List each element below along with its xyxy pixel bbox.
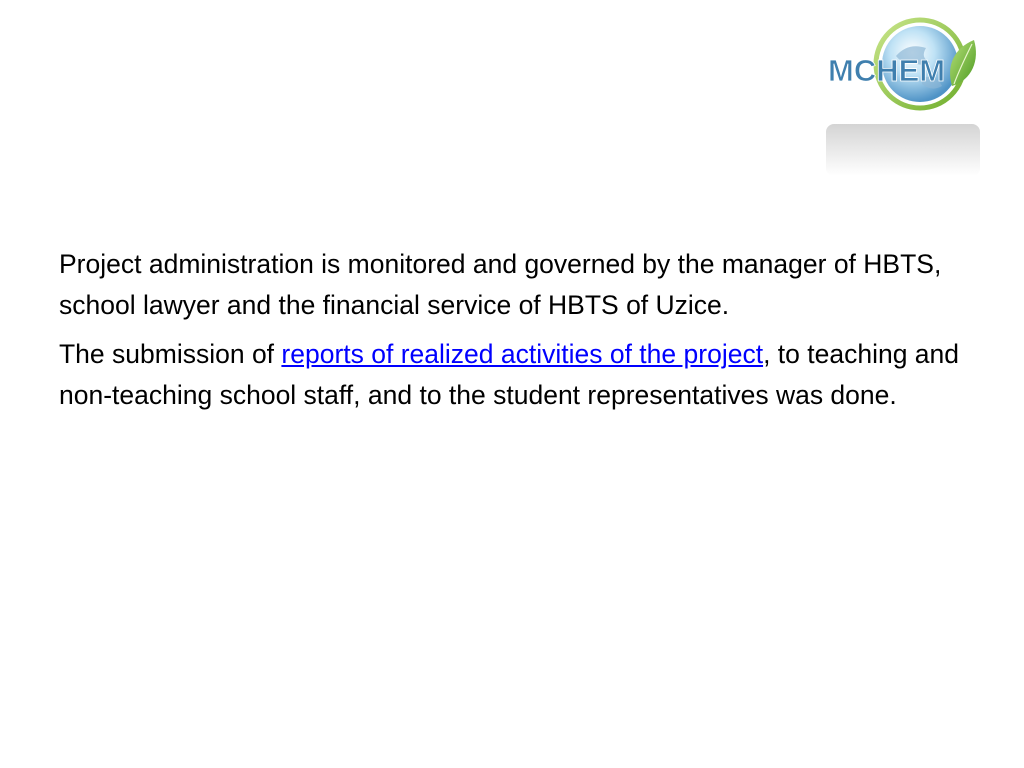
paragraph-administration: Project administration is monitored and governed by the manager of HBTS, school lawyer and the financial service of HBTS of Uzice. — [59, 249, 942, 320]
slide-body — [59, 244, 979, 424]
paragraph-submission — [59, 334, 979, 416]
paragraph-submission-intro: The submission of — [59, 339, 282, 369]
mchem-logo — [826, 16, 982, 176]
mchem-logo-icon — [826, 16, 982, 176]
svg-text:MCHEM: MCHEM — [828, 53, 946, 88]
paragraph-submission-rest: , to teaching and non-teaching school staff, and to the student representatives was done. — [59, 339, 960, 410]
reports-link[interactable]: reports of realized activities of the project — [281, 339, 764, 369]
